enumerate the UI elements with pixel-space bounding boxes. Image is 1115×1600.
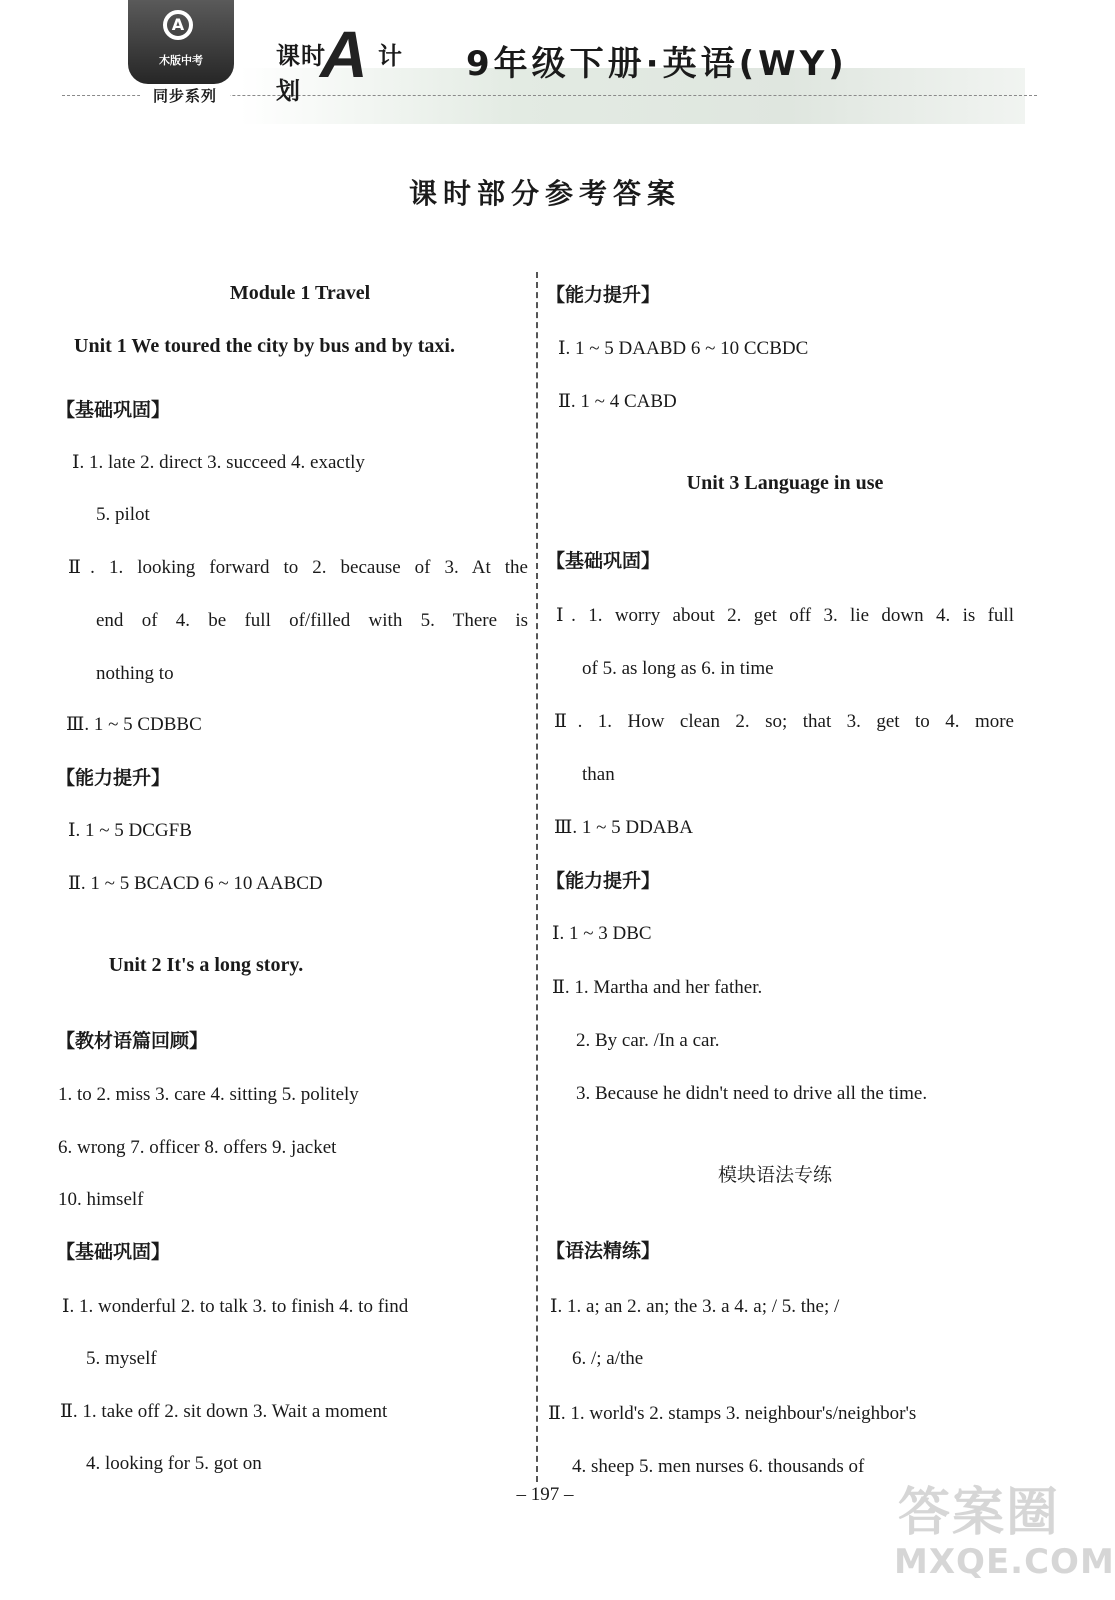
unit3-ability-label: 【能力提升】: [546, 870, 661, 892]
answer-line: 4. looking for 5. got on: [86, 1453, 262, 1474]
series-label: 同步系列: [140, 85, 230, 106]
column-divider: [536, 272, 538, 1482]
answer-line: Ⅱ. 1 ~ 5 BCACD 6 ~ 10 AABCD: [68, 873, 323, 894]
answer-line: 6. /; a/the: [572, 1348, 644, 1369]
answer-line: of 5. as long as 6. in time: [582, 658, 774, 679]
answer-line: Ⅲ. 1 ~ 5 DDABA: [554, 817, 693, 838]
badge-text: 木版中考: [159, 54, 203, 67]
answer-line: 2. By car. /In a car.: [576, 1030, 720, 1051]
brand-logo: [276, 17, 426, 112]
logo-post: 计划: [276, 42, 403, 105]
answer-line: 5. pilot: [96, 504, 150, 525]
logo-letter: A: [320, 17, 368, 91]
watermark-en: MXQE.COM: [894, 1542, 1115, 1582]
answer-line: Ⅰ. 1 ~ 5 DCGFB: [68, 820, 192, 841]
answer-line: 3. Because he didn't need to drive all the time.: [576, 1083, 928, 1104]
answer-line: Ⅱ. 1. world's 2. stamps 3. neighbour's/neighbor's: [548, 1403, 917, 1424]
answer-line: Ⅱ. 1. Martha and her father.: [552, 977, 763, 998]
unit1-basic-label: 【基础巩固】: [56, 399, 171, 421]
page-title: 课时部分参考答案: [408, 177, 681, 210]
answer-line: Ⅰ. 1. worry about 2. get off 3. lie down 4. is full: [556, 605, 1014, 626]
badge-emblem-icon: A: [163, 10, 193, 40]
answer-line: than: [582, 764, 615, 785]
answer-line: Ⅱ. 1. looking forward to 2. because of 3. At the: [68, 557, 528, 578]
answer-line: Ⅰ. 1. a; an 2. an; the 3. a 4. a; / 5. the; /: [550, 1296, 840, 1317]
answer-line: Ⅲ. 1 ~ 5 CDBBC: [66, 714, 202, 735]
unit2-title: Unit 2 It's a long story.: [108, 954, 304, 976]
unit3-title: Unit 3 Language in use: [686, 472, 884, 494]
unit1-ability-label: 【能力提升】: [56, 767, 171, 789]
answer-line: Ⅱ. 1. How clean 2. so; that 3. get to 4. more: [554, 711, 1014, 732]
unit2-basic-label: 【基础巩固】: [56, 1241, 171, 1263]
answer-line: Ⅰ. 1. late 2. direct 3. succeed 4. exactly: [72, 452, 365, 473]
answer-line: Ⅰ. 1 ~ 5 DAABD 6 ~ 10 CCBDC: [558, 338, 809, 359]
answer-line: 1. to 2. miss 3. care 4. sitting 5. politely: [58, 1084, 359, 1105]
grammar-title: 模块语法专练: [717, 1164, 832, 1186]
logo-pre: 课时: [276, 42, 326, 70]
answer-line: end of 4. be full of/filled with 5. There is: [96, 610, 528, 631]
unit2-review-label: 【教材语篇回顾】: [56, 1030, 209, 1052]
answer-line: Ⅱ. 1. take off 2. sit down 3. Wait a moment: [60, 1401, 388, 1422]
grammar-label: 【语法精练】: [546, 1240, 661, 1262]
unit2-ability-label: 【能力提升】: [546, 284, 661, 306]
answer-line: 5. myself: [86, 1348, 157, 1369]
unit1-title: Unit 1 We toured the city by bus and by taxi.: [74, 335, 455, 357]
page-header: [0, 0, 1090, 120]
page-number: – 197 –: [516, 1484, 574, 1505]
module-title: Module 1 Travel: [229, 282, 371, 304]
answer-line: nothing to: [96, 663, 174, 684]
answer-line: 4. sheep 5. men nurses 6. thousands of: [572, 1456, 865, 1477]
answer-line: Ⅰ. 1. wonderful 2. to talk 3. to finish 4. to find: [62, 1296, 409, 1317]
answer-line: Ⅱ. 1 ~ 4 CABD: [558, 391, 677, 412]
answer-line: 6. wrong 7. officer 8. offers 9. jacket: [58, 1137, 337, 1158]
answer-line: Ⅰ. 1 ~ 3 DBC: [552, 923, 652, 944]
book-title: 9年级下册·英语(WY): [466, 44, 848, 84]
unit3-basic-label: 【基础巩固】: [546, 550, 661, 572]
series-badge: [128, 0, 234, 84]
answer-line: 10. himself: [58, 1189, 144, 1210]
watermark: [888, 1470, 1115, 1590]
watermark-cn: 答案圈: [898, 1483, 1061, 1543]
